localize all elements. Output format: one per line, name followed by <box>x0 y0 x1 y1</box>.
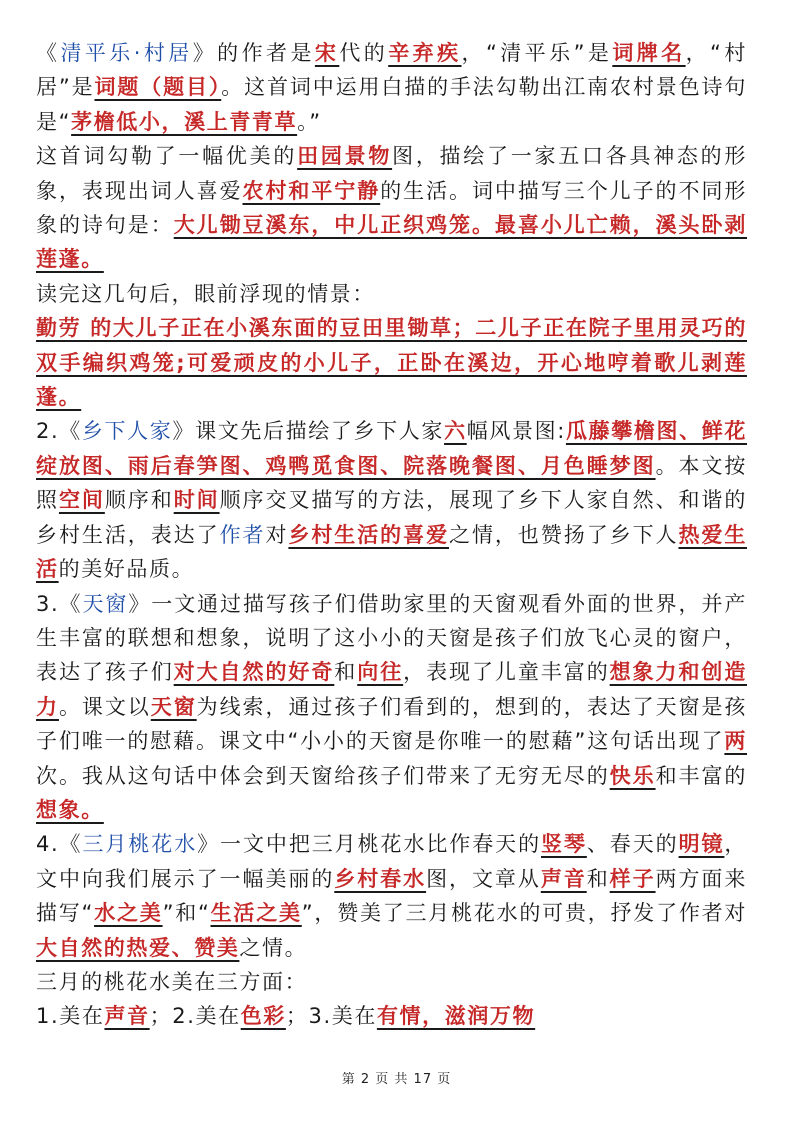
body-text: 顺序和 <box>104 488 174 513</box>
answer-text: 两 <box>724 729 747 754</box>
body-text: 的生活。词中描写三个儿子的不同形象的诗句是： <box>36 178 747 238</box>
body-text: 和 <box>586 866 610 891</box>
body-text: 》一文中把三月桃花水比作春天的 <box>197 832 541 857</box>
answer-text: 水之美 <box>94 901 163 926</box>
document-body <box>36 36 747 1034</box>
answer-text: 色彩 <box>240 1004 286 1029</box>
body-text: 图，描绘了一家五口各具神态的形象，表现出词人喜爱 <box>36 144 748 203</box>
answer-text: 农村和平宁静 <box>242 178 381 203</box>
answer-text: 声音 <box>540 866 587 891</box>
body-text: ，“村居”是 <box>36 41 747 100</box>
answer-text: 向往 <box>357 660 404 685</box>
body-text: 和 <box>334 660 358 685</box>
body-text: 幅风景图: <box>466 419 566 444</box>
answer-text: 词牌名 <box>612 41 686 65</box>
title-text: 作者 <box>219 522 266 547</box>
body-text: 》课文先后描绘了乡下人家 <box>172 419 445 444</box>
body-text: ，表现了儿童丰富的 <box>403 660 610 685</box>
title-text: 天窗 <box>82 591 129 616</box>
body-text: 代的 <box>339 41 389 65</box>
body-text: 和丰富的 <box>655 763 748 788</box>
answer-text: 样子 <box>609 866 656 891</box>
body-text: 对 <box>265 522 289 547</box>
body-text: 。本文按照 <box>36 453 748 513</box>
paragraph <box>36 827 747 965</box>
answer-text: 茅檐低小，溪上青青草 <box>71 109 298 134</box>
paragraph <box>36 587 747 828</box>
body-text: ，“清平乐”是 <box>461 41 613 65</box>
body-text: 两方面来描写“ <box>36 866 747 926</box>
body-text: 。这首词中运用白描的手法勾勒出江南农村景色诗句是“ <box>36 75 747 134</box>
answer-text: 勤劳 的大儿子正在小溪东面的豆田里锄草；二儿子正在院子里用灵巧的双手编织鸡笼;可爱顽皮的小儿子，正卧在溪边，开心地哼着歌儿剥莲蓬。 <box>36 316 747 410</box>
body-text: 之情。 <box>239 935 308 960</box>
answer-text: 空间 <box>58 488 105 513</box>
answer-text: 大儿锄豆溪东，中儿正织鸡笼。最喜小儿亡赖，溪头卧剥莲蓬。 <box>36 213 747 272</box>
body-text: 1.美在 <box>36 1004 105 1029</box>
body-text: ；2.美在 <box>149 1004 241 1029</box>
answer-text: 生活之美 <box>210 901 302 926</box>
body-text: 4.《 <box>36 832 83 857</box>
answer-text: 有情，滋润万物 <box>376 1004 536 1029</box>
answer-text: 宋 <box>314 41 340 65</box>
answer-text: 时间 <box>173 488 220 513</box>
answer-text: 瓜藤攀檐图、鲜花绽放图、雨后春笋图、鸡鸭觅食图、院落晚餐图、月色睡梦图 <box>36 419 747 478</box>
body-text: 的美好品质。 <box>58 557 195 582</box>
answer-text: 竖琴 <box>541 832 587 857</box>
body-text: 3.《 <box>36 591 83 616</box>
answer-text: 想象力和创造力 <box>36 660 747 719</box>
body-text: ”，赞美了三月桃花水的可贵，抒发了作者对 <box>301 901 747 926</box>
answer-text: 对大自然的好奇 <box>173 660 335 685</box>
answer-text: 词题（题目） <box>94 75 222 100</box>
title-text: 清平乐·村居 <box>60 41 193 65</box>
answer-text: 热爱生活 <box>36 522 747 582</box>
body-text: 2.《 <box>36 419 82 444</box>
answer-text: 辛弃疾 <box>388 41 462 65</box>
body-text: 》的作者是 <box>192 41 315 65</box>
body-text: 、春天的 <box>586 832 679 857</box>
title-text: 乡下人家 <box>81 419 173 444</box>
body-text: 读完这几句后，眼前浮现的情景： <box>36 281 375 306</box>
body-text: ；3.美在 <box>285 1004 377 1029</box>
answer-text: 快乐 <box>609 763 656 788</box>
page-footer: 第 2 页 共 17 页 <box>341 1072 452 1087</box>
answer-text: 大自然的热爱、赞美 <box>36 935 240 960</box>
body-text: 。课文以 <box>58 694 151 719</box>
title-text: 三月桃花水 <box>82 832 198 857</box>
body-text: 《 <box>36 41 61 65</box>
answer-text: 想象。 <box>36 797 104 822</box>
body-text: ”和“ <box>162 901 211 926</box>
paragraph <box>36 999 747 1033</box>
body-text: 顺序交叉描写的方法，展现了乡下人家自然、和谐的乡村生活，表达了 <box>36 488 747 547</box>
answer-text: 明镜 <box>678 832 725 857</box>
body-text: 之情，也赞扬了乡下人 <box>449 522 679 547</box>
body-text: 。” <box>297 109 322 134</box>
body-text: 三月的桃花水美在三方面： <box>36 969 308 994</box>
body-text: 次。我从这句话中体会到天窗给孩子们带来了无穷无尽的 <box>36 763 610 788</box>
answer-text: 天窗 <box>150 694 197 719</box>
answer-text: 乡村春水 <box>334 866 427 891</box>
answer-text: 六 <box>444 419 467 444</box>
answer-text: 乡村生活的喜爱 <box>288 522 450 547</box>
paragraph <box>36 414 747 586</box>
paragraph <box>36 311 747 414</box>
body-text: 这首词勾勒了一幅优美的 <box>36 144 298 169</box>
answer-text: 田园景物 <box>297 144 393 169</box>
body-text: 》一文通过描写孩子们借助家里的天窗观看外面的世界，并产生丰富的联想和想象，说明了这小小的天窗是孩子们放飞心灵的窗户，表达了孩子们 <box>36 591 748 685</box>
body-text: 图，文章从 <box>426 866 541 891</box>
paragraph <box>36 277 747 311</box>
paragraph <box>36 965 747 999</box>
body-text: ，文中向我们展示了一幅美丽的 <box>36 832 748 891</box>
paragraph <box>36 139 747 277</box>
paragraph <box>36 36 747 139</box>
answer-text: 声音 <box>104 1004 150 1029</box>
body-text: 为线索，通过孩子们看到的，想到的，表达了天窗是孩子们唯一的慰藉。课文中“小小的天窗是你唯一的慰藉”这句话出现了 <box>36 694 748 754</box>
